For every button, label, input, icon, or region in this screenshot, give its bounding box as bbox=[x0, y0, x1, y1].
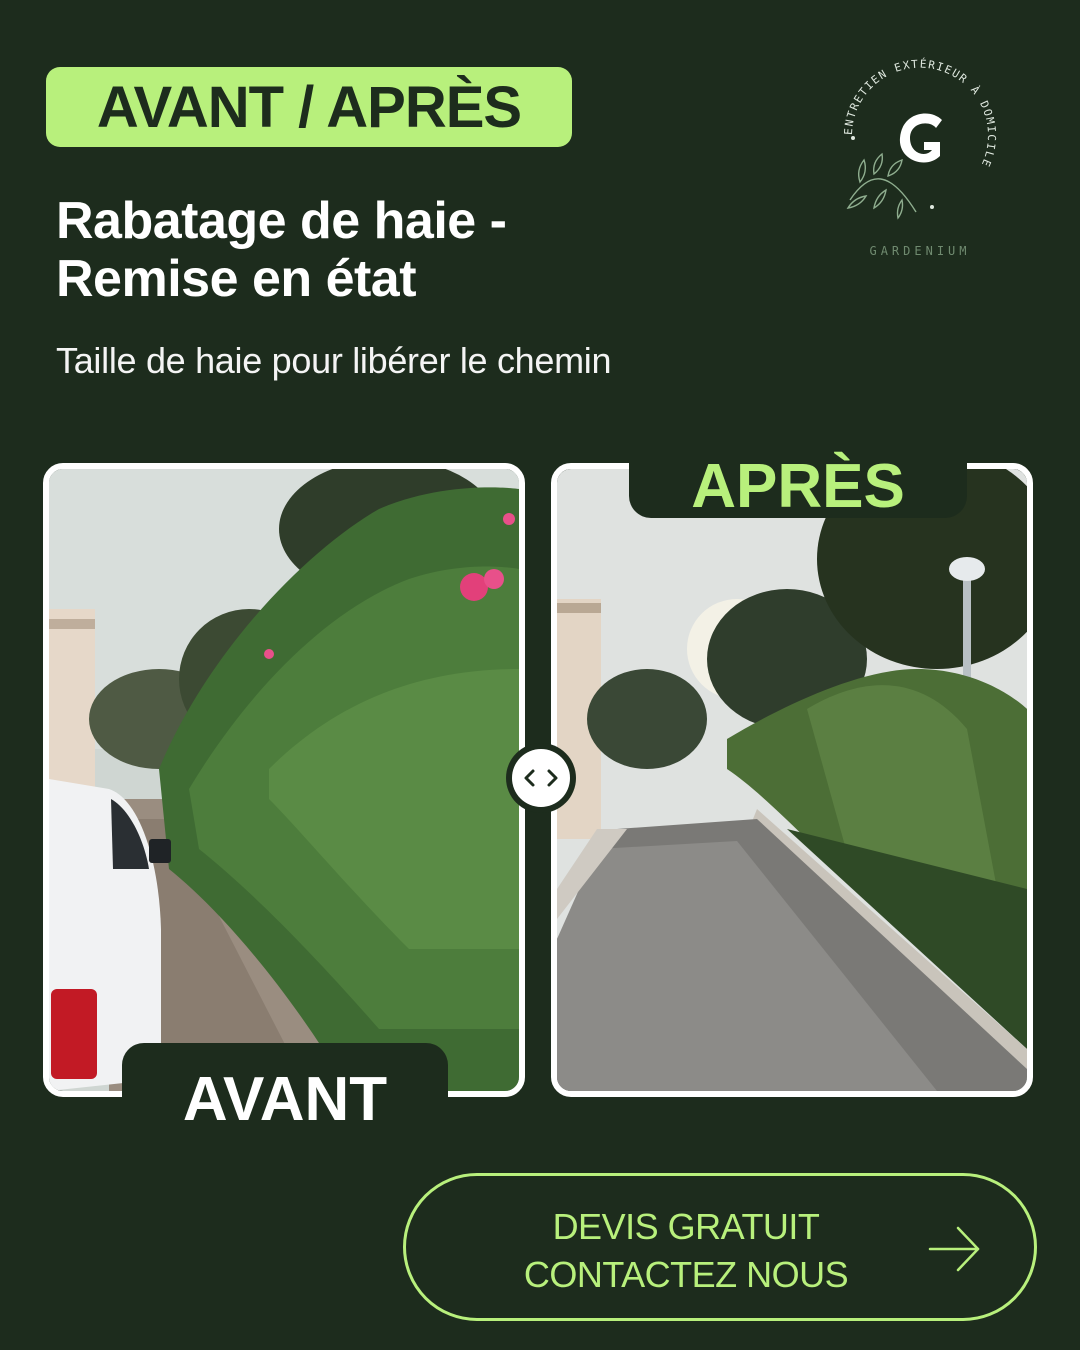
page-subtitle: Taille de haie pour libérer le chemin bbox=[56, 340, 612, 381]
compare-slider-handle[interactable] bbox=[506, 743, 576, 813]
logo-circle-text: ENTRETIEN EXTÉRIEUR À DOMICILE bbox=[841, 57, 999, 170]
cta-line-quote: DEVIS GRATUIT bbox=[552, 1206, 820, 1247]
page-title: Rabatage de haie - Remise en état bbox=[56, 192, 507, 308]
gardenium-logo bbox=[830, 50, 1010, 270]
before-label: AVANT bbox=[122, 1043, 448, 1129]
after-label: APRÈS bbox=[629, 454, 967, 518]
cta-line-contact: CONTACTEZ NOUS bbox=[523, 1254, 849, 1295]
olive-branch-icon bbox=[848, 154, 916, 218]
before-after-badge: AVANT / APRÈS bbox=[46, 67, 572, 147]
logo-brand-text: GARDENIUM bbox=[869, 244, 971, 258]
arrow-right-icon bbox=[928, 1222, 982, 1276]
chevron-left-right-icon bbox=[521, 766, 561, 790]
before-photo bbox=[43, 463, 525, 1097]
after-photo bbox=[551, 463, 1033, 1097]
free-quote-contact-button[interactable] bbox=[403, 1173, 1037, 1321]
logo-g-icon bbox=[900, 114, 942, 163]
svg-text:ENTRETIEN EXTÉRIEUR À DOMICILE bbox=[842, 58, 998, 170]
